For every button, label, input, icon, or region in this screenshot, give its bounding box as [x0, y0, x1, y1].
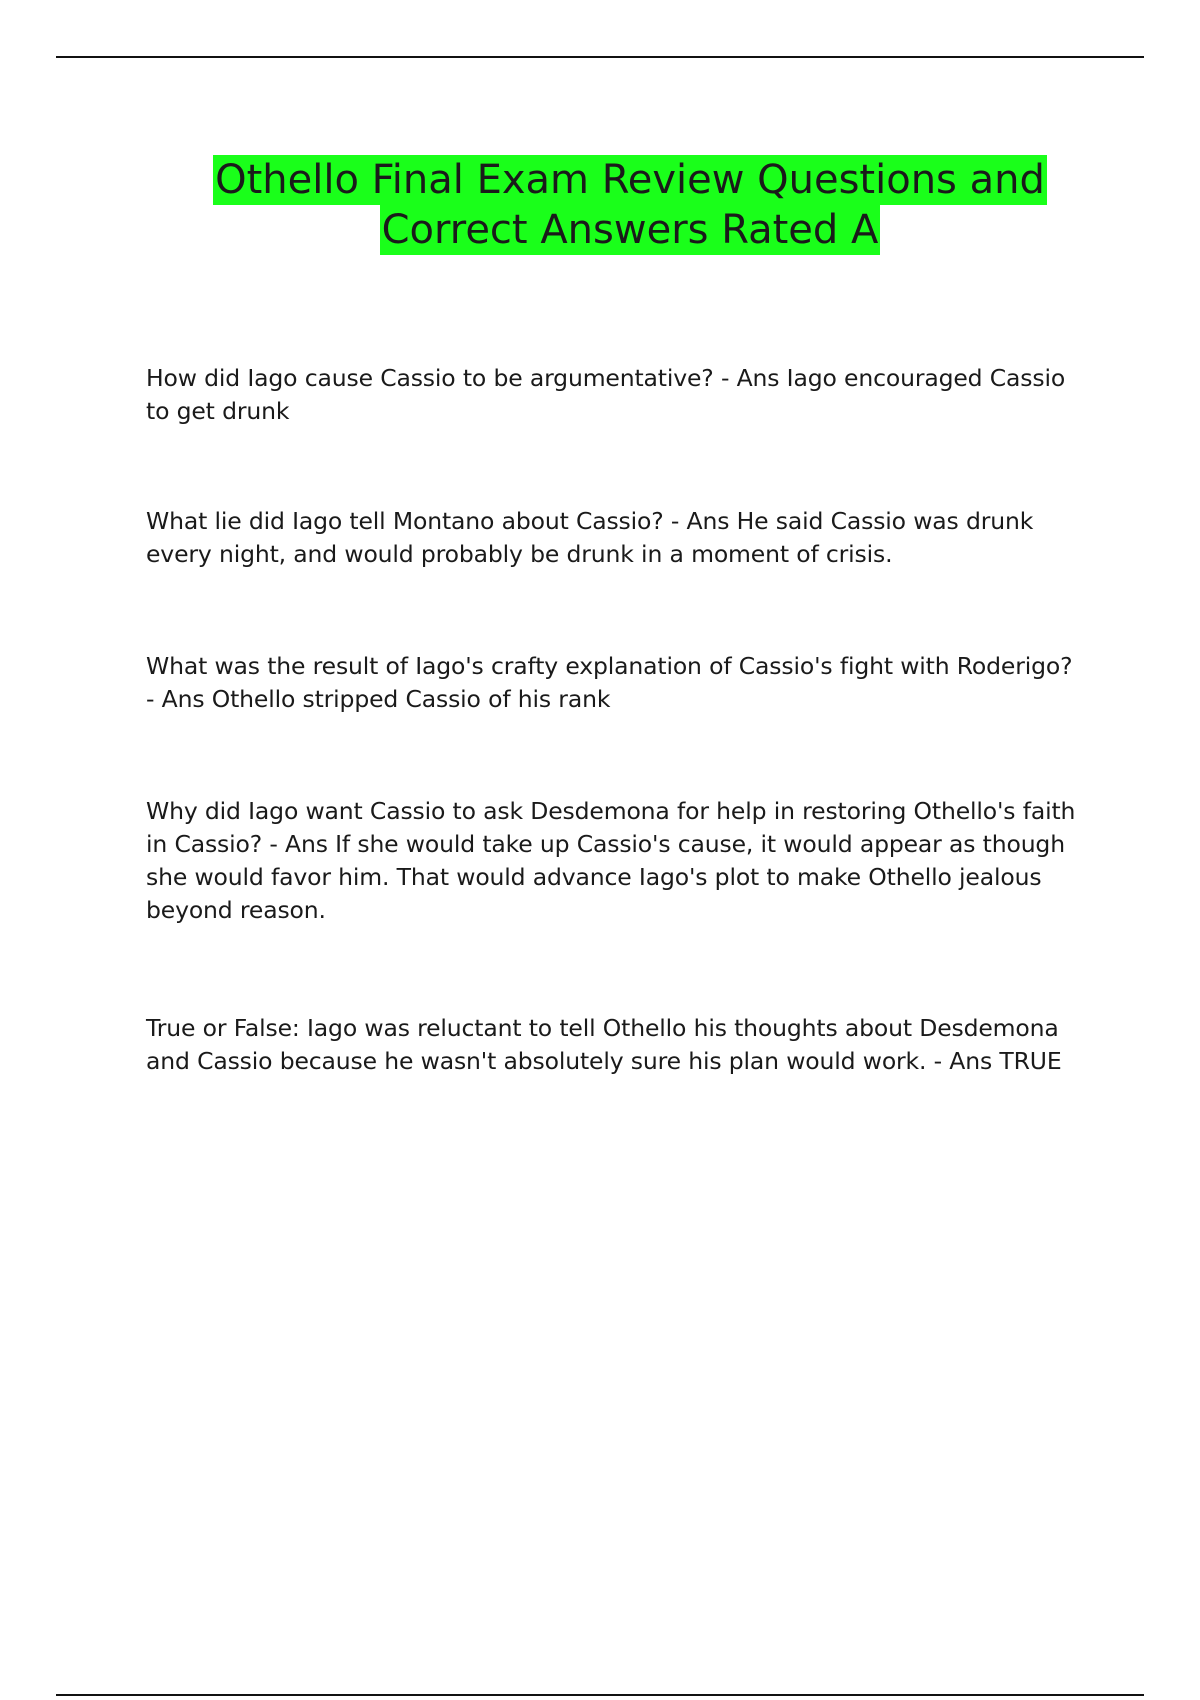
- qa-item: What lie did Iago tell Montano about Cassio? - Ans He said Cassio was drunk every night, and would probably be drunk in a moment of crisis.: [146, 507, 1034, 568]
- title-line-1: Othello Final Exam Review Questions and: [215, 157, 1045, 203]
- qa-item: Why did Iago want Cassio to ask Desdemona for help in restoring Othello's faith in Cassio? - Ans If she would take up Cassio's cause, it would appear as though she would favor him. That would advance Iago's plot to make Othello jealous beyond reason.: [146, 797, 1076, 924]
- page-title: [140, 155, 1120, 255]
- title-line-2: Correct Answers Rated A: [381, 207, 879, 253]
- footer-rule: [56, 1694, 1144, 1696]
- header-rule: [56, 56, 1144, 58]
- qa-item: How did Iago cause Cassio to be argumentative? - Ans Iago encouraged Cassio to get drunk: [146, 364, 1066, 425]
- qa-item: True or False: Iago was reluctant to tell Othello his thoughts about Desdemona and Cassio because he wasn't absolutely sure his plan would work. - Ans TRUE: [146, 1014, 1062, 1075]
- qa-item: What was the result of Iago's crafty explanation of Cassio's fight with Roderigo? - Ans Othello stripped Cassio of his rank: [146, 652, 1073, 713]
